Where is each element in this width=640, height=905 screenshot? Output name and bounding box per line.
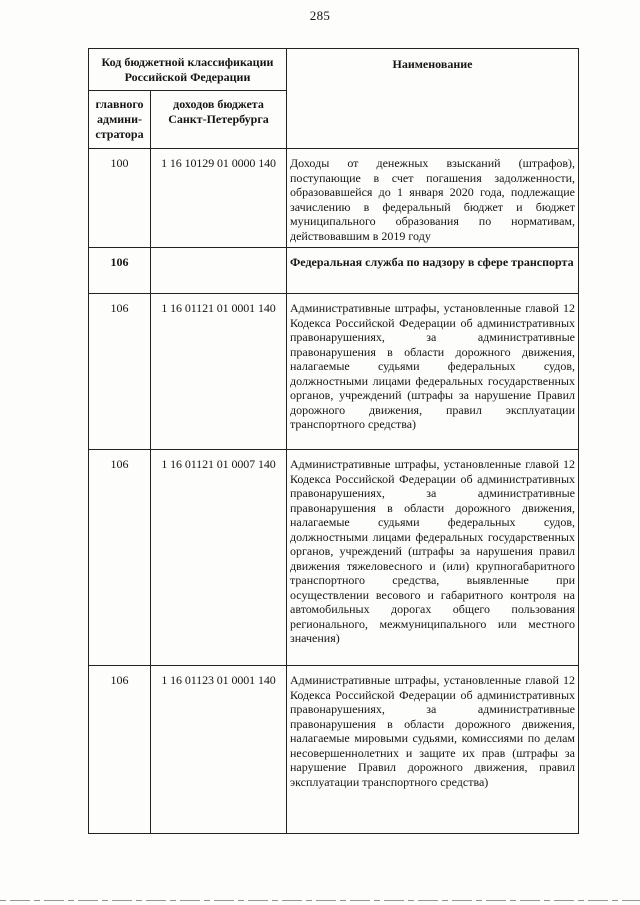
admin-code-cell: 106 [89,248,151,294]
table-row [89,666,579,834]
admin-code-cell: 100 [89,149,151,248]
income-code-cell [151,248,287,294]
scan-artifact-line [0,900,640,901]
income-code-cell: 1 16 01123 01 0001 140 [151,666,287,834]
income-code-cell: 1 16 01121 01 0001 140 [151,294,287,450]
name-cell: Доходы от денежных взысканий (штрафов), поступающие в счет погашения задолженности, образовавшейся до 1 января 2020 года, подлежащие зачислению в федеральный бюджет и бюджет муниципального образования по нормативам, действовавшим в 2019 году [287,149,579,248]
table-row-section [89,248,579,294]
section-name-cell: Федеральная служба по надзору в сфере транспорта [287,248,579,294]
budget-classification-table [88,48,579,834]
page-number: 285 [309,8,331,23]
income-code-cell: 1 16 01121 01 0007 140 [151,450,287,666]
admin-code-cell: 106 [89,450,151,666]
admin-code-cell: 106 [89,294,151,450]
table-row [89,450,579,666]
name-cell: Административные штрафы, установленные главой 12 Кодекса Российской Федерации об административных правонарушениях, за административные правонарушения в области дорожного движения, налагаемые мировыми судьями, комиссиями по делам несовершеннолетних и защите их прав (штрафы за нарушение Правил дорожного движения, правил эксплуатации транспортного средства) [287,666,579,834]
header-classification-code: Код бюджетной классификации Российской Федерации [89,49,287,91]
income-code-cell: 1 16 10129 01 0000 140 [151,149,287,248]
subheader-main-administrator: главного админи-стратора [89,91,151,149]
header-row [89,49,579,91]
name-cell: Административные штрафы, установленные главой 12 Кодекса Российской Федерации об административных правонарушениях, за административные правонарушения в области дорожного движения, налагаемые судьями федеральных судов, должностными лицами федеральных государственных органов, учреждений (штрафы за нарушения правил движения тяжеловесного и (или) крупногабаритного транспортного средства, выявленные при осуществлении весового и габаритного контроля на автомобильных дорогах общего пользования регионального, межмуниципального или местного значения) [287,450,579,666]
table-row [89,149,579,248]
header-name: Наименование [287,49,579,149]
subheader-budget-income: доходов бюджета Санкт-Петербурга [151,91,287,149]
admin-code-cell: 106 [89,666,151,834]
table-row [89,294,579,450]
name-cell: Административные штрафы, установленные главой 12 Кодекса Российской Федерации об административных правонарушениях, за административные правонарушения в области дорожного движения, налагаемые судьями федеральных судов, должностными лицами федеральных государственных органов, учреждений (штрафы за нарушение Правил дорожного движения, правил эксплуатации транспортного средства) [287,294,579,450]
